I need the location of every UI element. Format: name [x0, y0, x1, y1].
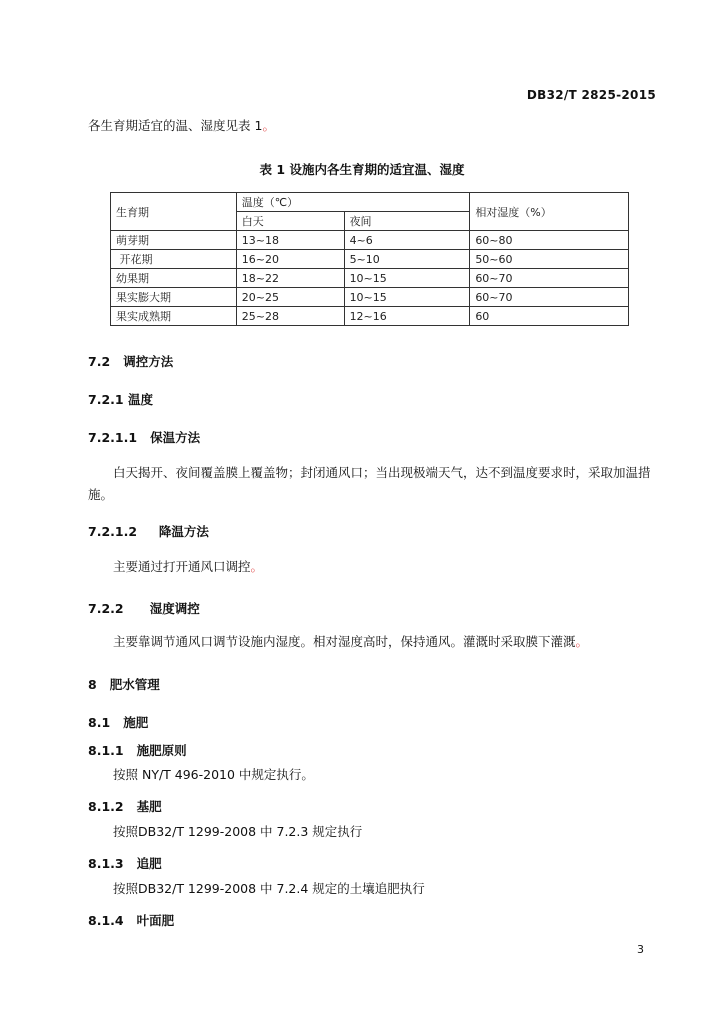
section-number: 7.2.1.1 [88, 430, 138, 445]
intro-text: 各生育期适宜的温、湿度见表 1 [88, 118, 263, 133]
section-8-1-4-heading [88, 911, 174, 929]
header-night: 夜间 [344, 212, 470, 231]
cell-stage: 果实成熟期 [111, 307, 237, 326]
cell-stage: 果实膨大期 [111, 288, 237, 307]
table-caption: 表 1 设施内各生育期的适宜温、湿度 [259, 162, 465, 177]
cell-night: 10~15 [344, 269, 470, 288]
table-row [111, 307, 629, 326]
table-row [111, 231, 629, 250]
cell-night: 10~15 [344, 288, 470, 307]
cell-humidity: 60~70 [470, 288, 629, 307]
cell-stage: 萌芽期 [111, 231, 237, 250]
paragraph-punct: 。 [250, 559, 264, 574]
section-number: 7.2.1 [88, 392, 124, 407]
table-header-row [111, 193, 629, 212]
section-number: 8.1.4 [88, 913, 124, 928]
section-8-heading [88, 675, 160, 693]
paragraph-text: 主要通过打开通风口调控 [113, 559, 251, 574]
paragraph-punct: 。 [575, 634, 589, 649]
section-8-1-1-paragraph: 按照 NY/T 496-2010 中规定执行。 [113, 767, 314, 782]
cell-day: 13~18 [236, 231, 344, 250]
cell-night: 12~16 [344, 307, 470, 326]
temperature-humidity-table [110, 192, 629, 326]
section-title: 施肥原则 [136, 743, 187, 758]
document-code: DB32/T 2825-2015 [526, 88, 656, 102]
cell-night: 5~10 [344, 250, 470, 269]
section-7-2-heading [88, 352, 173, 370]
section-7-2-1-heading [88, 390, 153, 408]
cell-day: 16~20 [236, 250, 344, 269]
section-number: 8.1 [88, 715, 111, 730]
cell-day: 18~22 [236, 269, 344, 288]
section-title: 温度 [127, 392, 153, 407]
section-title: 肥水管理 [109, 677, 160, 692]
section-number: 8.1.1 [88, 743, 124, 758]
section-title: 叶面肥 [136, 913, 175, 928]
header-day: 白天 [236, 212, 344, 231]
paragraph-text: 主要靠调节通风口调节设施内湿度。相对湿度高时，保持通风。灌溉时采取膜下灌溉 [113, 634, 576, 649]
section-8-1-3-heading [88, 854, 162, 872]
cell-day: 20~25 [236, 288, 344, 307]
section-8-1-1-heading [88, 741, 187, 759]
cell-night: 4~6 [344, 231, 470, 250]
section-7-2-2-paragraph [113, 633, 588, 651]
page-number: 3 [637, 943, 644, 956]
section-number: 7.2 [88, 354, 111, 369]
cell-stage: 开花期 [111, 250, 237, 269]
cell-humidity: 60 [470, 307, 629, 326]
section-8-1-3-paragraph: 按照DB32/T 1299-2008 中 7.2.4 规定的土壤追肥执行 [113, 881, 425, 896]
section-title: 追肥 [136, 856, 162, 871]
section-title: 降温方法 [158, 524, 209, 539]
intro-punct: 。 [262, 118, 275, 133]
section-title: 调控方法 [123, 354, 174, 369]
header-humidity: 相对湿度（%） [470, 193, 629, 231]
section-title: 基肥 [136, 799, 162, 814]
section-7-2-1-2-paragraph [113, 558, 263, 576]
cell-stage: 幼果期 [111, 269, 237, 288]
section-number: 8.1.3 [88, 856, 124, 871]
section-title: 湿度调控 [149, 601, 200, 616]
section-title: 保温方法 [150, 430, 201, 445]
section-number: 7.2.2 [88, 601, 124, 616]
table-row [111, 250, 629, 269]
section-number: 7.2.1.2 [88, 524, 138, 539]
table-row [111, 269, 629, 288]
section-7-2-1-1-paragraph: 白天揭开、夜间覆盖膜上覆盖物；封闭通风口；当出现极端天气，达不到温度要求时，采取加温措施。 [88, 465, 651, 502]
table-row [111, 288, 629, 307]
header-temperature: 温度（℃） [236, 193, 470, 212]
cell-humidity: 60~80 [470, 231, 629, 250]
cell-humidity: 50~60 [470, 250, 629, 269]
section-8-1-heading [88, 713, 148, 731]
cell-day: 25~28 [236, 307, 344, 326]
section-7-2-2-heading [88, 599, 200, 617]
section-title: 施肥 [123, 715, 149, 730]
section-8-1-2-heading [88, 797, 162, 815]
section-7-2-1-2-heading [88, 522, 209, 540]
cell-humidity: 60~70 [470, 269, 629, 288]
section-number: 8 [88, 677, 97, 692]
header-stage: 生育期 [111, 193, 237, 231]
section-number: 8.1.2 [88, 799, 124, 814]
section-7-2-1-1-heading [88, 428, 200, 446]
intro-paragraph [88, 117, 275, 135]
section-8-1-2-paragraph: 按照DB32/T 1299-2008 中 7.2.3 规定执行 [113, 824, 363, 839]
